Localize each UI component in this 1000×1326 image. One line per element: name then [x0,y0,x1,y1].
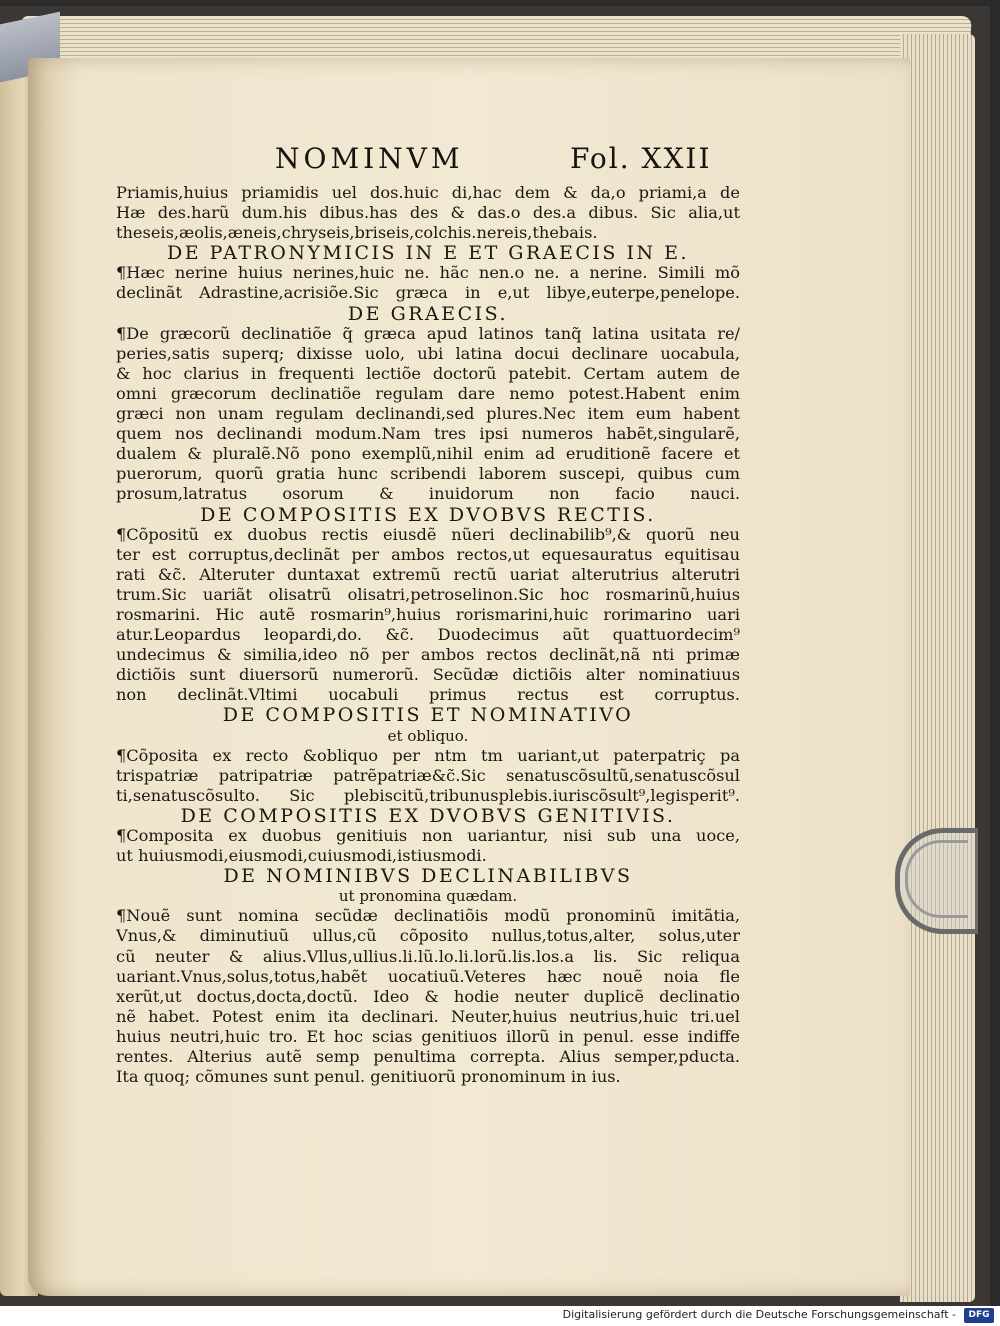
text-line: theseis,æolis,æneis,chryseis,briseis,colchis.nereis,thebais. [116,223,598,243]
dfg-logo: DFG [964,1308,994,1323]
running-head [110,142,750,182]
text-line: trum.Sic uariãt olisatrũ olisatri,petroselinon.Sic hoc rosmarinũ,huius [116,584,740,604]
paper-clip-inner [905,840,968,918]
text-line: græci non unam regulam declinandi,sed plures.Nec item eum habent [116,404,740,424]
text-line: dualem & pluralẽ.Nõ pono exemplũ,nihil enim ad eruditionẽ facere et [116,444,740,464]
text-line: peries,satis superq; dixisse uolo, ubi latina docui declinare uocabula, [116,343,740,363]
folio-number: Fol. XXII [570,142,712,175]
text-block [116,183,740,1087]
text-line: ut huiusmodi,eiusmodi,cuiusmodi,istiusmodi. [116,846,487,866]
text-line: trispatriæ patripatriæ patrẽpatriæ&c̃.Sic senatuscõsultũ,senatuscõsul [116,765,740,785]
text-line: ¶Cõpositũ ex duobus rectis eiusdẽ nũeri declinabilib⁹,& quorũ neu [116,524,740,544]
footer-credit: Digitalisierung gefördert durch die Deutsche Forschungsgemeinschaft - [562,1308,956,1321]
section-heading: DE GRAECIS. [347,303,509,324]
text-line: Ita quoq; cõmunes sunt penul. genitiuorũ pronominum in ius. [116,1067,621,1087]
section-heading: DE NOMINIBVS DECLINABILIBVS [223,866,633,887]
text-line: uariant.Vnus,solus,totus,habẽt uocatiuũ.Veteres hæc nouẽ noia fle [116,966,740,986]
text-line: & hoc clarius in frequenti lectiõe doctorũ patebit. Certam autem de [116,363,740,383]
text-line: Vnus,& diminutiuũ ullus,cũ cõposito nullus,totus,alter, solus,uter [116,926,740,946]
text-line: puerorum, quorũ gratia hunc scribendi laborem suscepi, quibus cum [116,464,740,484]
section-subheading: et obliquo. [387,726,469,745]
text-line: Hæ des.harũ dum.his dibus.has des & das.o des.a dibus. Sic alia,ut [116,203,740,223]
section-subheading: ut pronomina quædam. [338,887,518,906]
text-line: omni græcorum declinatiõe regulam dare nemo potest.Habent enim [116,383,740,403]
text-line: prosum,latratus osorum & inuidorum non facio nauci. [116,484,740,504]
text-line: Priamis,huius priamidis uel dos.huic di,hac dem & da,o priami,a de [116,183,740,202]
text-line: rati &c̃. Alteruter duntaxat extremũ rectũ uariat alterutrius alterutri [116,564,740,584]
text-line: ¶De græcorũ declinatiõe q̃ græca apud latinos tanq̃ latina usitata re/ [116,323,740,343]
text-line: rentes. Alterius autẽ semp penultima correpta. Alius semper,pducta. [116,1047,740,1067]
section-heading: DE PATRONYMICIS IN E ET GRAECIS IN E. [166,243,690,264]
text-line: non declinãt.Vltimi uocabuli primus rectus est corruptus. [116,685,740,705]
page-edges-right [900,34,975,1302]
text-line: ¶Nouẽ sunt nomina secũdæ declinatiõis modũ pronominũ imitãtia, [116,906,740,926]
text-line: undecimus & similia,ideo nõ per ambos rectos declinãt,nã nti primæ [116,645,740,665]
text-line: atur.Leopardus leopardi,do. &c̃. Duodecimus aũt quattuordecim⁹ [116,625,740,645]
section-heading: DE COMPOSITIS EX DVOBVS RECTIS. [200,504,656,525]
section-heading: DE COMPOSITIS EX DVOBVS GENITIVIS. [180,805,676,826]
text-line: declinãt Adrastine,acrisiõe.Sic græca in e,ut libye,euterpe,penelope. [116,283,740,303]
text-line: quem nos declinandi modum.Nam tres ipsi numeros habẽt,singularẽ, [116,424,740,444]
text-line: xerũt,ut doctus,docta,doctũ. Ideo & hodie neuter duplicẽ declinatio [116,986,740,1006]
text-line: dictiõis sunt diuersorũ numerorũ. Secũdæ dictiõis alter nominatiuus [116,665,740,685]
text-line: huius neutri,huic tro. Et hoc scias genitiuos illorũ in penul. esse indiffe [116,1026,740,1046]
text-line: cũ neuter & alius.Vllus,ullius.li.lũ.lo.li.lorũ.lis.los.a lis. Sic reliqua [116,946,740,966]
text-line: ¶Cõposita ex recto &obliquo per ntm tm uariant,ut paterpatriç pa [116,745,740,765]
section-heading: DE COMPOSITIS ET NOMINATIVO [222,705,634,726]
running-head-title: NOMINVM [275,142,464,175]
text-line: ¶Hæc nerine huius nerines,huic ne. hãc nen.o ne. a nerine. Simili mõ [116,263,740,283]
text-line: ter est corruptus,declinãt per ambos rectos,ut equesauratus equitisau [116,544,740,564]
text-line: rosmarini. Hic autẽ rosmarin⁹,huius rorismarini,huic rorimarino uari [116,604,740,624]
footer-bar [0,1306,1000,1326]
text-line: ¶Composita ex duobus genitiuis non uariantur, nisi sub una uoce, [116,826,740,845]
text-line: ti,senatuscõsulto. Sic plebiscitũ,tribunusplebis.iuriscõsult⁹,legisperit⁹. [116,785,740,805]
text-line: nẽ habet. Potest enim ita declinari. Neuter,huius neutrius,huic tri.uel [116,1006,740,1026]
